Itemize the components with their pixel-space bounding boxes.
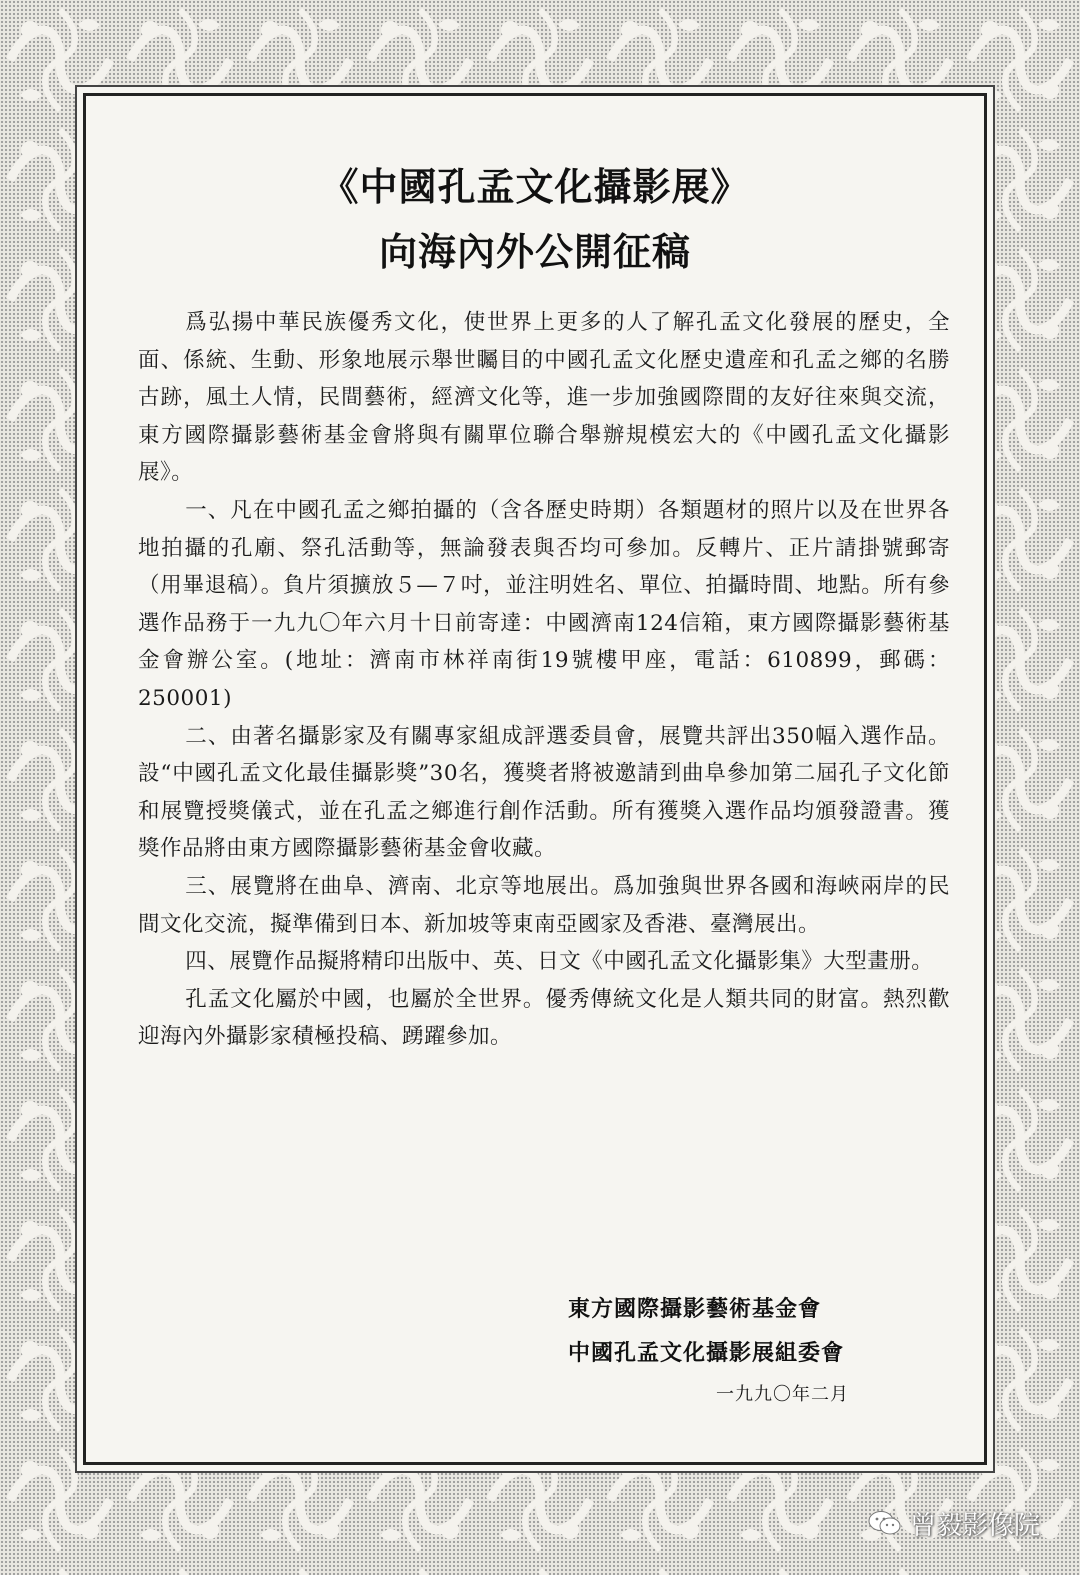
wechat-icon [868, 1510, 902, 1536]
document-title: 《中國孔孟文化攝影展》 [320, 165, 750, 209]
signature-organization-2: 中國孔孟文化攝影展組委會 [568, 1341, 845, 1366]
document-date: 一九九〇年二月 [716, 1384, 849, 1405]
document-subtitle: 向海內外公開征稿 [378, 230, 691, 274]
watermark [868, 1503, 1040, 1543]
document-panel [86, 96, 984, 1462]
rule-paragraph-4: 四、展覽作品擬將精印出版中、英、日文《中國孔孟文化攝影集》大型畫册。 [185, 949, 934, 975]
document-body [138, 304, 950, 1056]
rule-paragraph-2: 二、由著名攝影家及有關專家組成評選委員會，展覽共評出350幅入選作品。設“中國孔孟文化最佳攝影獎”30名，獲獎者將被邀請到曲阜參加第二屆孔子文化節和展覽授獎儀式，並在孔孟之鄉進行創作活動。所有獲獎入選作品均頒發證書。獲獎作品將由東方國際攝影藝術基金會收藏。 [138, 723, 950, 862]
rule-paragraph-1: 一、凡在中國孔孟之鄉拍攝的（含各歷史時期）各類題材的照片以及在世界各地拍攝的孔廟、祭孔活動等，無論發表與否均可參加。反轉片、正片請掛號郵寄（用畢退稿）。負片須擴放５—７吋，並注明姓名、單位、拍攝時間、地點。所有參選作品務于一九九〇年六月十日前寄達：中國濟南124信箱，東方國際攝影藝術基金會辦公室。(地址：濟南市林祥南街19號樓甲座，電話：610899，郵碼：250001) [138, 497, 950, 711]
watermark-text: 曾毅影像院 [910, 1510, 1041, 1541]
rule-paragraph-3: 三、展覽將在曲阜、濟南、北京等地展出。爲加強與世界各國和海峽兩岸的民間文化交流，擬準備到日本、新加坡等東南亞國家及香港、臺灣展出。 [138, 873, 950, 937]
signature-organization-1: 東方國際攝影藝術基金會 [568, 1297, 822, 1322]
closing-paragraph: 孔孟文化屬於中國，也屬於全世界。優秀傳統文化是人類共同的財富。熱烈歡迎海內外攝影家積極投稿、踴躍參加。 [138, 986, 950, 1050]
intro-paragraph: 爲弘揚中華民族優秀文化，使世界上更多的人了解孔孟文化發展的歷史，全面、係統、生動、形象地展示舉世矚目的中國孔孟文化歷史遺産和孔孟之鄉的名勝古跡，風土人情，民間藝術，經濟文化等，進一步加強國際間的友好往來與交流，東方國際攝影藝術基金會將與有關單位聯合舉辦規模宏大的《中國孔孟文化攝影展》。 [138, 310, 950, 486]
